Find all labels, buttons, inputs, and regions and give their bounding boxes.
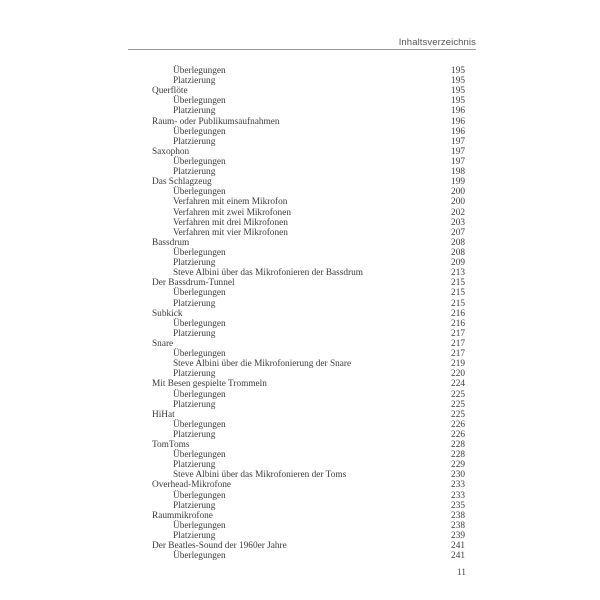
toc-entry-page-number: 208: [451, 247, 465, 258]
toc-entry-title: Überlegungen: [173, 156, 226, 167]
toc-section-entry[interactable]: [152, 309, 465, 319]
toc-entry-page-number: 209: [451, 258, 465, 269]
toc-subsection-entry[interactable]: [152, 248, 465, 258]
toc-entry-title: Überlegungen: [173, 450, 226, 461]
toc-entry-title: Überlegungen: [173, 66, 226, 76]
toc-section-entry[interactable]: [152, 379, 465, 389]
toc-section-entry[interactable]: [152, 410, 465, 420]
toc-subsection-entry[interactable]: [152, 460, 465, 470]
toc-subsection-entry[interactable]: [152, 268, 465, 278]
toc-entry-title: Platzierung: [173, 328, 216, 339]
toc-entry-title: Overhead-Mikrofone: [152, 480, 231, 491]
toc-entry-page-number: 215: [451, 288, 465, 299]
toc-entry-title: Saxophon: [152, 146, 190, 157]
toc-section-entry[interactable]: [152, 238, 465, 248]
toc-subsection-entry[interactable]: [152, 76, 465, 86]
table-of-contents: [152, 66, 465, 561]
toc-entry-title: Platzierung: [173, 298, 216, 309]
toc-entry-page-number: 230: [451, 470, 465, 481]
toc-entry-page-number: 215: [451, 278, 465, 289]
toc-subsection-entry[interactable]: [152, 319, 465, 329]
toc-entry-page-number: 217: [451, 338, 465, 349]
toc-entry-page-number: 202: [451, 207, 465, 218]
toc-subsection-entry[interactable]: [152, 197, 465, 207]
toc-entry-page-number: 195: [451, 96, 465, 107]
toc-subsection-entry[interactable]: [152, 369, 465, 379]
toc-entry-title: Steve Albini über die Mikrofonierung der Snare: [173, 359, 352, 370]
toc-section-entry[interactable]: [152, 511, 465, 521]
toc-entry-page-number: 239: [451, 531, 465, 542]
toc-entry-title: Überlegungen: [173, 187, 226, 198]
toc-subsection-entry[interactable]: [152, 390, 465, 400]
toc-subsection-entry[interactable]: [152, 450, 465, 460]
toc-entry-title: Raum- oder Publikumsaufnahmen: [152, 116, 280, 127]
toc-subsection-entry[interactable]: [152, 137, 465, 147]
toc-entry-title: HiHat: [152, 409, 175, 420]
toc-entry-title: Überlegungen: [173, 490, 226, 501]
toc-entry-title: Platzierung: [173, 167, 216, 178]
toc-entry-title: Der Bassdrum-Tunnel: [152, 278, 235, 289]
toc-entry-page-number: 198: [451, 167, 465, 178]
toc-subsection-entry[interactable]: [152, 96, 465, 106]
toc-entry-title: Platzierung: [173, 531, 216, 542]
toc-subsection-entry[interactable]: [152, 288, 465, 298]
toc-entry-page-number: 197: [451, 156, 465, 167]
toc-entry-page-number: 196: [451, 116, 465, 127]
toc-subsection-entry[interactable]: [152, 470, 465, 480]
toc-entry-page-number: 233: [451, 480, 465, 491]
toc-entry-page-number: 216: [451, 308, 465, 319]
toc-section-entry[interactable]: [152, 86, 465, 96]
toc-entry-page-number: 228: [451, 450, 465, 461]
toc-entry-page-number: 226: [451, 429, 465, 440]
toc-section-entry[interactable]: [152, 480, 465, 490]
toc-entry-page-number: 238: [451, 520, 465, 531]
toc-subsection-entry[interactable]: [152, 299, 465, 309]
toc-subsection-entry[interactable]: [152, 157, 465, 167]
toc-subsection-entry[interactable]: [152, 167, 465, 177]
toc-entry-title: Überlegungen: [173, 247, 226, 258]
toc-entry-page-number: 225: [451, 399, 465, 410]
toc-entry-page-number: 200: [451, 197, 465, 208]
toc-entry-page-number: 196: [451, 106, 465, 117]
toc-entry-title: Überlegungen: [173, 318, 226, 329]
toc-entry-page-number: 219: [451, 359, 465, 370]
toc-entry-title: Platzierung: [173, 460, 216, 471]
toc-subsection-entry[interactable]: [152, 430, 465, 440]
toc-entry-title: Platzierung: [173, 258, 216, 269]
toc-entry-page-number: 233: [451, 490, 465, 501]
toc-entry-title: Der Beatles-Sound der 1960er Jahre: [152, 541, 287, 552]
toc-entry-title: Platzierung: [173, 500, 216, 511]
toc-entry-page-number: 213: [451, 268, 465, 279]
toc-entry-title: Bassdrum: [152, 237, 190, 248]
toc-entry-page-number: 197: [451, 146, 465, 157]
toc-entry-title: Steve Albini über das Mikrofonieren der Toms: [173, 470, 347, 481]
toc-entry-title: Überlegungen: [173, 349, 226, 360]
toc-entry-title: Überlegungen: [173, 288, 226, 299]
toc-subsection-entry[interactable]: [152, 218, 465, 228]
toc-entry-page-number: 241: [451, 551, 465, 562]
toc-entry-title: Subkick: [152, 308, 183, 319]
toc-entry-page-number: 225: [451, 389, 465, 400]
toc-subsection-entry[interactable]: [152, 420, 465, 430]
toc-section-entry[interactable]: [152, 177, 465, 187]
toc-entry-title: Querflöte: [152, 86, 188, 97]
toc-entry-page-number: 217: [451, 328, 465, 339]
toc-section-entry[interactable]: [152, 278, 465, 288]
toc-entry-page-number: 203: [451, 217, 465, 228]
toc-subsection-entry[interactable]: [152, 127, 465, 137]
header-rule: [128, 49, 476, 50]
toc-subsection-entry[interactable]: [152, 551, 465, 561]
toc-subsection-entry[interactable]: [152, 501, 465, 511]
toc-entry-page-number: 229: [451, 460, 465, 471]
toc-subsection-entry[interactable]: [152, 106, 465, 116]
toc-section-entry[interactable]: [152, 147, 465, 157]
toc-entry-title: Platzierung: [173, 136, 216, 147]
toc-entry-page-number: 238: [451, 510, 465, 521]
toc-subsection-entry[interactable]: [152, 187, 465, 197]
toc-entry-page-number: 207: [451, 227, 465, 238]
toc-entry-page-number: 241: [451, 541, 465, 552]
toc-entry-title: Das Schlagzeug: [152, 177, 212, 188]
toc-entry-title: Platzierung: [173, 399, 216, 410]
toc-entry-title: Verfahren mit einem Mikrofon: [173, 197, 288, 208]
toc-entry-title: Raummikrofone: [152, 510, 213, 521]
toc-entry-page-number: 216: [451, 318, 465, 329]
toc-entry-title: Verfahren mit zwei Mikrofonen: [173, 207, 291, 218]
toc-entry-page-number: 199: [451, 177, 465, 188]
toc-entry-page-number: 235: [451, 500, 465, 511]
toc-entry-title: Platzierung: [173, 369, 216, 380]
toc-subsection-entry[interactable]: [152, 359, 465, 369]
toc-entry-title: Platzierung: [173, 76, 216, 87]
toc-entry-page-number: 195: [451, 86, 465, 97]
toc-subsection-entry[interactable]: [152, 491, 465, 501]
toc-entry-page-number: 224: [451, 379, 465, 390]
toc-entry-title: Snare: [152, 338, 174, 349]
toc-entry-title: Überlegungen: [173, 551, 226, 562]
toc-entry-page-number: 226: [451, 419, 465, 430]
toc-subsection-entry[interactable]: [152, 400, 465, 410]
toc-subsection-entry[interactable]: [152, 349, 465, 359]
toc-entry-page-number: 225: [451, 409, 465, 420]
toc-subsection-entry[interactable]: [152, 66, 465, 76]
toc-entry-title: Platzierung: [173, 429, 216, 440]
toc-subsection-entry[interactable]: [152, 208, 465, 218]
toc-section-entry[interactable]: [152, 117, 465, 127]
toc-subsection-entry[interactable]: [152, 228, 465, 238]
toc-entry-page-number: 228: [451, 440, 465, 451]
toc-entry-page-number: 217: [451, 349, 465, 360]
running-header-title: Inhaltsverzeichnis: [398, 37, 476, 48]
toc-entry-page-number: 195: [451, 66, 465, 76]
toc-entry-title: Verfahren mit vier Mikrofonen: [173, 227, 288, 238]
toc-entry-page-number: 197: [451, 136, 465, 147]
toc-entry-page-number: 208: [451, 237, 465, 248]
toc-entry-title: Mit Besen gespielte Trommeln: [152, 379, 267, 390]
toc-section-entry[interactable]: [152, 541, 465, 551]
toc-subsection-entry[interactable]: [152, 521, 465, 531]
toc-entry-title: TomToms: [152, 440, 190, 451]
toc-entry-page-number: 200: [451, 187, 465, 198]
toc-subsection-entry[interactable]: [152, 329, 465, 339]
toc-entry-title: Überlegungen: [173, 96, 226, 107]
toc-section-entry[interactable]: [152, 339, 465, 349]
toc-entry-title: Überlegungen: [173, 126, 226, 137]
toc-entry-title: Steve Albini über das Mikrofonieren der Bassdrum: [173, 268, 364, 279]
toc-section-entry[interactable]: [152, 440, 465, 450]
page-number: 11: [456, 568, 466, 578]
toc-entry-page-number: 215: [451, 298, 465, 309]
toc-entry-page-number: 195: [451, 76, 465, 87]
toc-subsection-entry[interactable]: [152, 258, 465, 268]
toc-entry-title: Platzierung: [173, 106, 216, 117]
toc-entry-page-number: 220: [451, 369, 465, 380]
toc-subsection-entry[interactable]: [152, 531, 465, 541]
toc-entry-title: Überlegungen: [173, 520, 226, 531]
toc-entry-title: Überlegungen: [173, 419, 226, 430]
toc-entry-title: Verfahren mit drei Mikrofonen: [173, 217, 288, 228]
toc-entry-title: Überlegungen: [173, 389, 226, 400]
toc-entry-page-number: 196: [451, 126, 465, 137]
